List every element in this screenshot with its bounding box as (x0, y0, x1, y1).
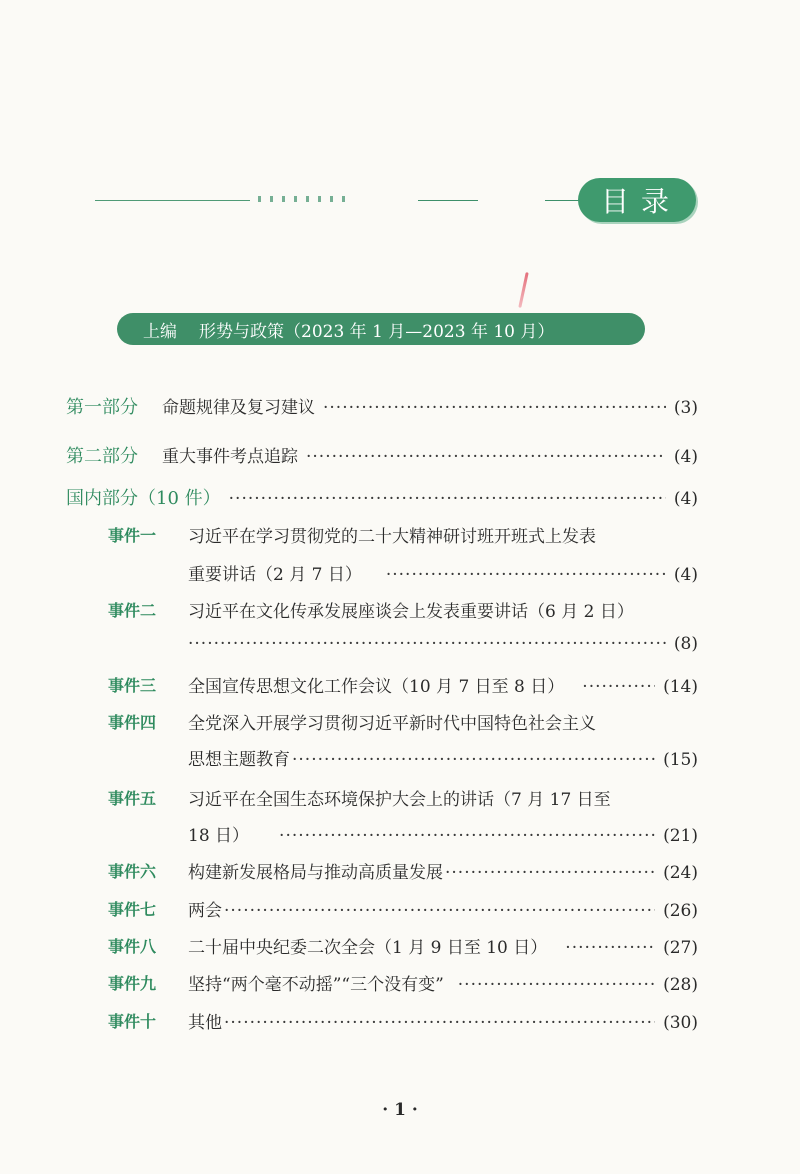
toc-event-8[interactable] (188, 933, 698, 958)
event-title[interactable]: 全党深入开展学习贯彻习近平新时代中国特色社会主义 (188, 714, 596, 734)
event-title[interactable]: 习近平在文化传承发展座谈会上发表重要讲话（6 月 2 日） (188, 602, 634, 622)
page-number: (21) (663, 826, 698, 846)
event-title: 其他 (188, 1013, 222, 1033)
leader-dots (582, 677, 655, 697)
page-number: (27) (663, 938, 698, 958)
event-label: 事件五 (108, 789, 157, 808)
event-title-cont: 18 日） (188, 826, 250, 846)
page-number: (4) (673, 565, 698, 585)
event-label: 事件七 (108, 900, 157, 919)
event-title: 构建新发展格局与推动高质量发展 (188, 863, 443, 883)
page-number: (4) (673, 447, 698, 467)
leader-dots (292, 750, 655, 770)
toc-section-2[interactable] (66, 442, 698, 468)
event-title: 两会 (188, 901, 222, 921)
page-number: (30) (663, 1013, 698, 1033)
toc-event-2[interactable] (188, 634, 698, 654)
page-number: (28) (663, 975, 698, 995)
leader-dots (229, 489, 666, 509)
toc-domestic[interactable] (66, 484, 698, 510)
leader-dots (386, 565, 666, 585)
header-rule (95, 200, 250, 201)
toc-event-3[interactable] (188, 672, 698, 697)
page-number: (15) (663, 750, 698, 770)
page-number: (4) (673, 489, 698, 509)
event-label: 事件八 (108, 937, 157, 956)
page-number: (8) (673, 634, 698, 654)
leader-dots (224, 901, 655, 921)
page-number: (26) (663, 901, 698, 921)
toc-event-4[interactable] (188, 745, 698, 770)
event-label: 事件一 (108, 526, 157, 545)
part-title: 形势与政策（2023 年 1 月—2023 年 10 月） (199, 321, 555, 342)
page-number: (24) (663, 863, 698, 883)
toc-event-9[interactable] (188, 970, 698, 995)
leader-dots (565, 938, 655, 958)
event-label: 事件三 (108, 676, 157, 695)
toc-event-7[interactable] (188, 896, 698, 921)
page-number: (3) (673, 398, 698, 418)
toc-event-1[interactable] (188, 560, 698, 585)
subsection-title: 国内部分（10 件） (66, 488, 221, 509)
section-title: 命题规律及复习建议 (162, 398, 315, 418)
toc-event-6[interactable] (188, 858, 698, 883)
event-title: 二十届中央纪委二次全会（1 月 9 日至 10 日） (188, 938, 548, 958)
event-title-cont: 重要讲话（2 月 7 日） (188, 565, 362, 585)
event-title-cont: 思想主题教育 (188, 750, 290, 770)
event-title: 全国宣传思想文化工作会议（10 月 7 日至 8 日） (188, 677, 565, 697)
page-footer-number: · 1 · (382, 1100, 418, 1120)
toc-section-1[interactable] (66, 393, 698, 419)
leader-dots (224, 1013, 655, 1033)
event-title[interactable]: 习近平在学习贯彻党的二十大精神研讨班开班式上发表 (188, 527, 596, 547)
leader-dots (458, 975, 655, 995)
toc-event-5[interactable] (188, 821, 698, 846)
event-title[interactable]: 习近平在全国生态环境保护大会上的讲话（7 月 17 日至 (188, 790, 611, 810)
red-pen-mark (518, 272, 528, 308)
section-title: 重大事件考点追踪 (162, 447, 298, 467)
page-number: (14) (663, 677, 698, 697)
leader-dots (445, 863, 655, 883)
event-title: 坚持“两个毫不动摇”“三个没有变” (188, 975, 444, 995)
leader-dots (306, 447, 666, 467)
header-rule-dots (258, 196, 348, 202)
event-label: 事件四 (108, 713, 157, 732)
section-label: 第一部分 (66, 397, 138, 418)
leader-dots (279, 826, 655, 846)
leader-dots (323, 398, 666, 418)
toc-event-10[interactable] (188, 1008, 698, 1033)
header-rule (418, 200, 478, 201)
event-label: 事件十 (108, 1012, 157, 1031)
event-label: 事件六 (108, 862, 157, 881)
event-label: 事件九 (108, 974, 157, 993)
section-label: 第二部分 (66, 446, 138, 467)
part-label: 上编 (143, 321, 177, 342)
toc-title: 目录 (578, 178, 696, 222)
part-banner (117, 313, 645, 345)
leader-dots (188, 634, 666, 654)
event-label: 事件二 (108, 601, 157, 620)
